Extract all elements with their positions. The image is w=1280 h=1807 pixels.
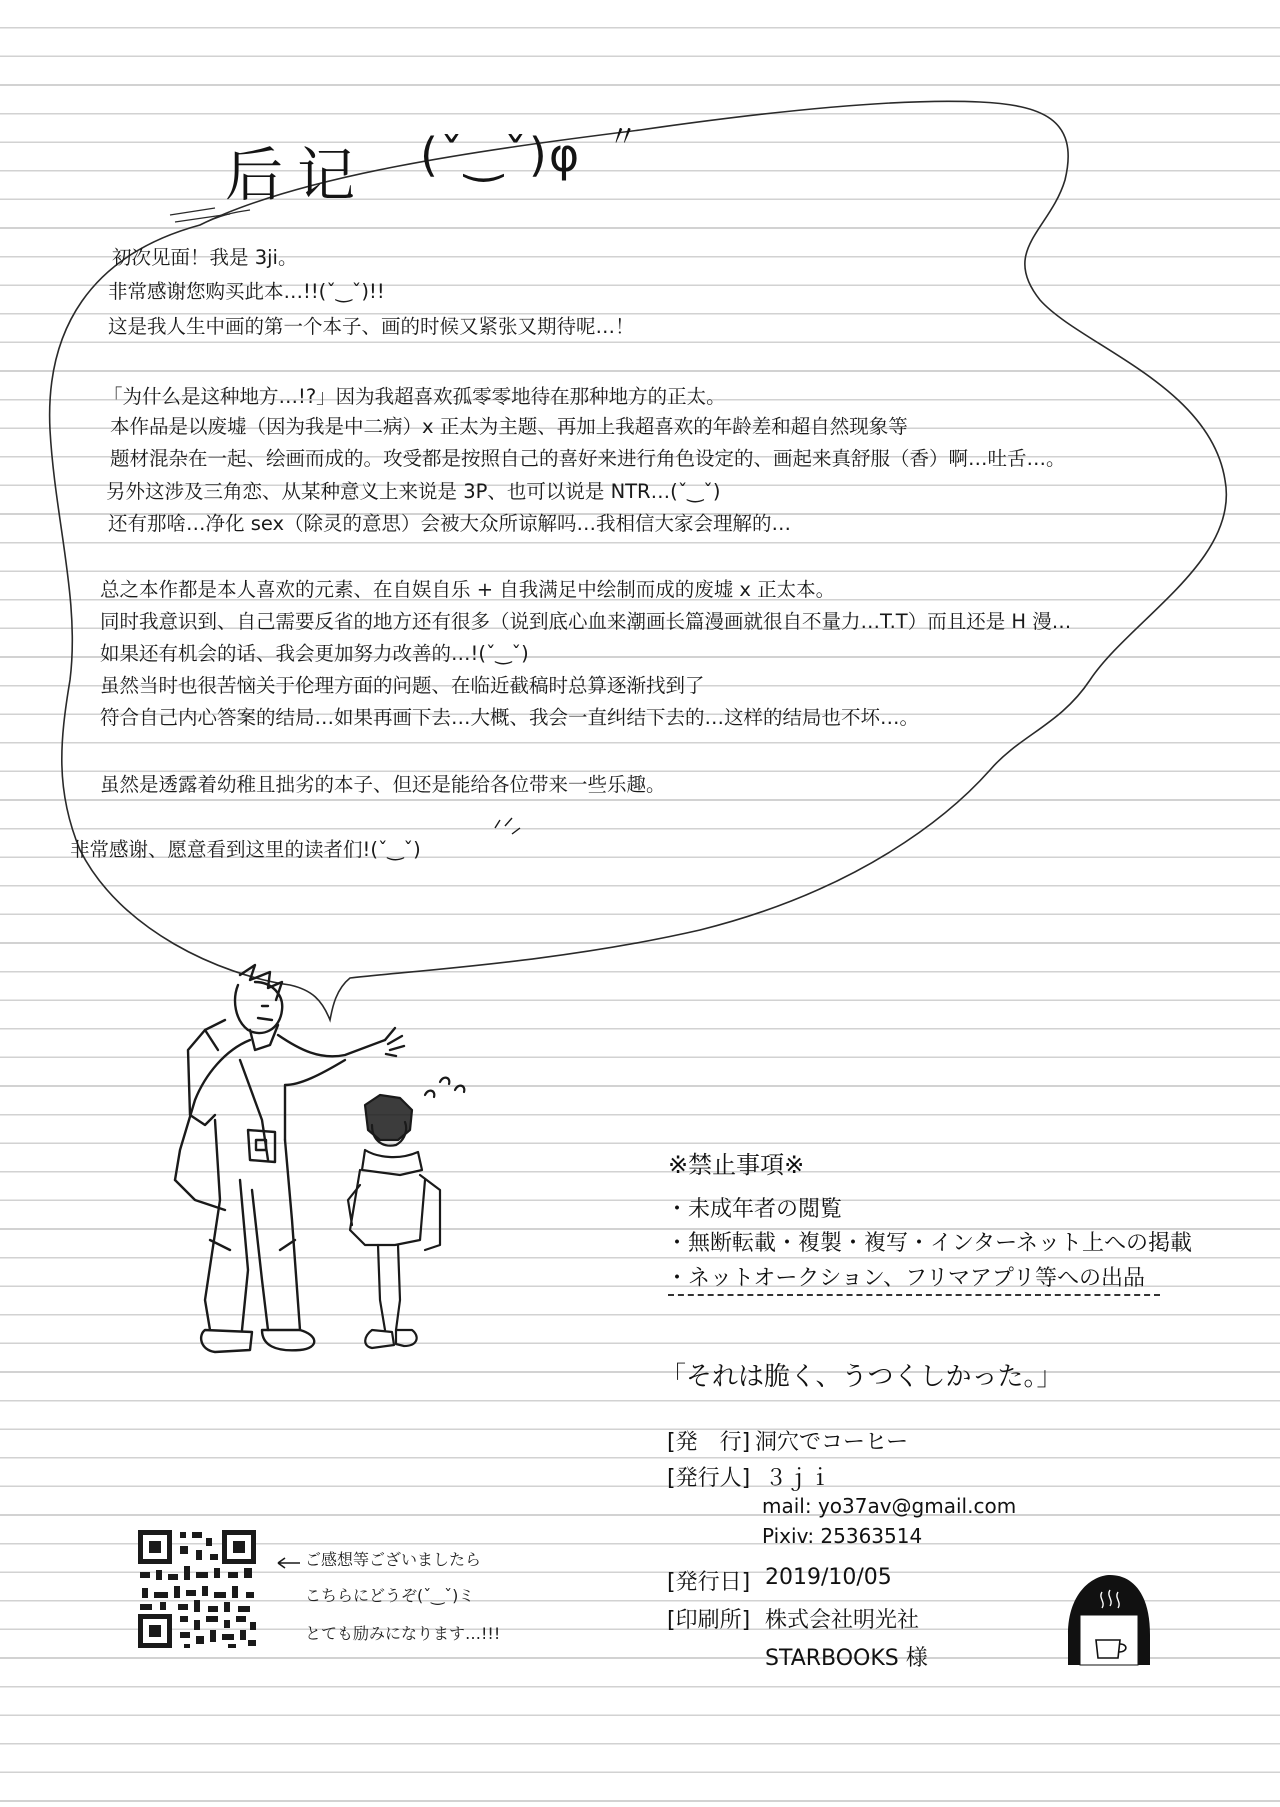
author-label: [発行人] xyxy=(667,1466,751,1491)
printer-service: STARBOOKS 様 xyxy=(765,1646,928,1671)
coffee-girl-icon xyxy=(1068,1575,1150,1665)
afterword-line: 本作品是以废墟（因为我是中二病）x 正太为主题、再加上我超喜欢的年龄差和超自然现象等 xyxy=(110,415,908,438)
afterword-line: 总之本作都是本人喜欢的元素、在自娱自乐 + 自我满足中绘制而成的废墟 x 正太本。 xyxy=(100,578,836,601)
man-with-backpack xyxy=(175,965,404,1352)
printer-label: [印刷所] xyxy=(667,1608,751,1633)
afterword-line: 还有那啥…净化 sex（除灵的意思）会被大众所谅解吗…我相信大家会理解的… xyxy=(108,512,792,535)
afterword-title: 后记 xyxy=(225,141,370,209)
publisher-name: 洞穴でコーヒー xyxy=(755,1430,909,1455)
qr-code xyxy=(138,1530,256,1648)
prohibited-item: ・ネットオークション、フリマアプリ等への出品 xyxy=(666,1266,1145,1291)
boy-with-scarf xyxy=(348,1078,464,1348)
afterword-line: 非常感谢、愿意看到这里的读者们!(ˇ‿ˇ) xyxy=(70,838,421,861)
afterword-line: 虽然是透露着幼稚且拙劣的本子、但还是能给各位带来一些乐趣。 xyxy=(100,773,666,796)
prohibited-heading: ※禁止事項※ xyxy=(668,1151,805,1179)
title-face: (ˇ‿ˇ)φ xyxy=(420,128,582,182)
afterword-line: 题材混杂在一起、绘画而成的。攻受都是按照自己的喜好来进行角色设定的、画起来真舒服（香）啊…吐舌…。 xyxy=(110,447,1066,470)
divider xyxy=(668,1294,1160,1296)
afterword-line: 另外这涉及三角恋、从某种意义上来说是 3P、也可以说是 NTR…(ˇ‿ˇ) xyxy=(106,480,721,503)
date-label: [発行日] xyxy=(667,1570,751,1595)
author-mail: mail: yo37av@gmail.com xyxy=(762,1494,1017,1518)
book-title: 「それは脆く、うつくしかった。」 xyxy=(660,1362,1063,1392)
afterword-line: 虽然当时也很苦恼关于伦理方面的问题、在临近截稿时总算逐渐找到了 xyxy=(100,674,705,697)
feedback-line: とても励みになります…!!! xyxy=(305,1624,501,1643)
feedback-line: ご感想等ございましたら xyxy=(305,1550,482,1569)
afterword-line: 非常感谢您购买此本…!!(ˇ‿ˇ)!! xyxy=(108,280,385,303)
author-pixiv: Pixiv: 25363514 xyxy=(762,1524,923,1548)
afterword-line: 这是我人生中画的第一个本子、画的时候又紧张又期待呢…！ xyxy=(108,315,635,338)
speech-bubble xyxy=(50,101,1227,1020)
afterword-line: 符合自己内心答案的结局…如果再画下去…大概、我会一直纠结下去的…这样的结局也不坏…。 xyxy=(100,706,920,729)
afterword-line: 同时我意识到、自己需要反省的地方还有很多（说到底心血来潮画长篇漫画就很自不量力…T.T）而且还是 H 漫… xyxy=(100,610,1072,633)
afterword-line: 初次见面！我是 3ji。 xyxy=(112,246,298,269)
publish-date: 2019/10/05 xyxy=(765,1565,892,1590)
title-face-mark: 〃 xyxy=(608,120,638,155)
afterword-line: 如果还有机会的话、我会更加努力改善的…!(ˇ‿ˇ) xyxy=(100,642,529,665)
printer-name: 株式会社明光社 xyxy=(765,1608,920,1633)
feedback-line: こちらにどうぞ(ˇ‿ˇ)ミ xyxy=(305,1586,475,1605)
publisher-label: [発 行] xyxy=(667,1430,751,1455)
prohibited-item: ・未成年者の閲覧 xyxy=(666,1197,843,1222)
prohibited-item: ・無断転載・複製・複写・インターネット上への掲載 xyxy=(666,1231,1193,1256)
author-name: ３ｊｉ xyxy=(765,1466,832,1491)
afterword-line: 「为什么是这种地方…!?」因为我超喜欢孤零零地待在那种地方的正太。 xyxy=(103,385,726,408)
